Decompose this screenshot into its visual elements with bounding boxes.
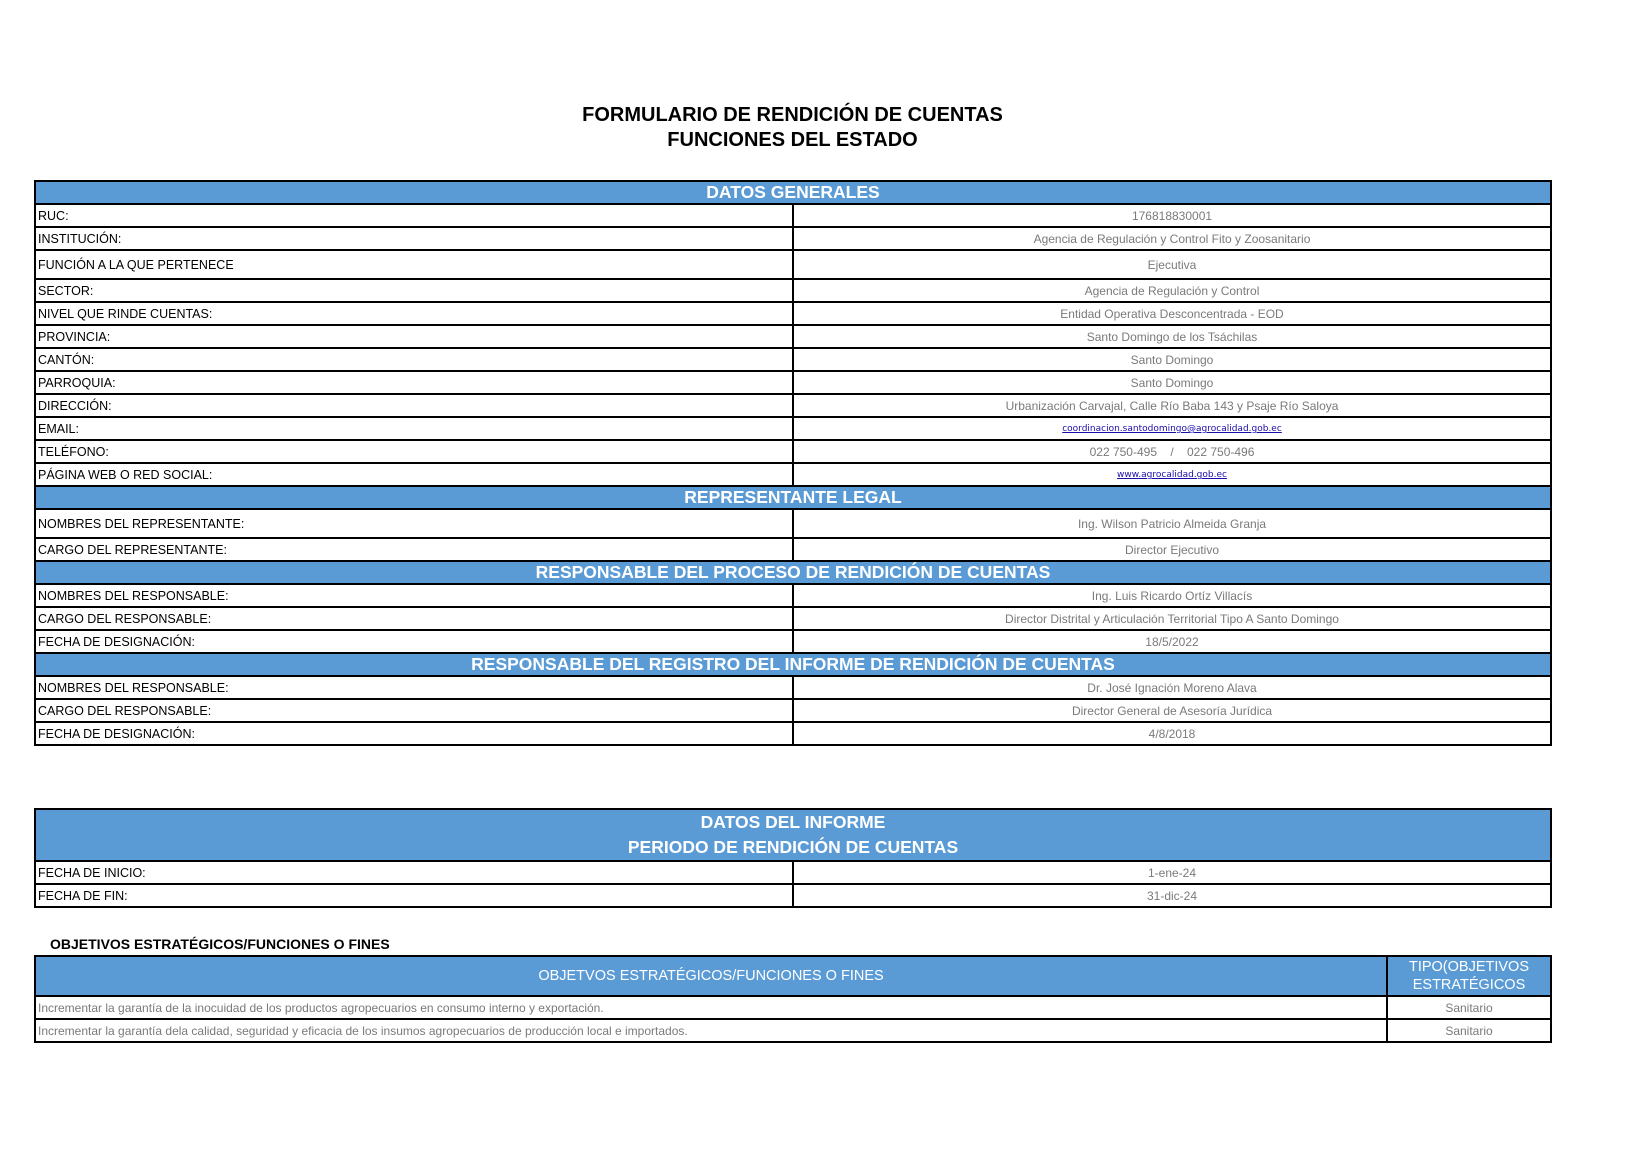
nivel-value: Entidad Operativa Desconcentrada - EOD: [793, 302, 1551, 325]
nombres-responsable-proceso-value: Ing. Luis Ricardo Ortíz Villacís: [793, 584, 1551, 607]
fecha-designacion-registro-value: 4/8/2018: [793, 722, 1551, 745]
fecha-inicio-label: FECHA DE INICIO:: [35, 861, 793, 884]
direccion-value: Urbanización Carvajal, Calle Río Baba 143 y Psaje Río Saloya: [793, 394, 1551, 417]
fecha-inicio-value: 1-ene-24: [793, 861, 1551, 884]
nombres-representante-label: NOMBRES DEL REPRESENTANTE:: [35, 509, 793, 538]
objetivo-tipo: Sanitario: [1387, 1019, 1551, 1042]
objetivo-text: Incrementar la garantía dela calidad, seguridad y eficacia de los insumos agropecuarios de producción local e importados.: [35, 1019, 1387, 1042]
cargo-representante-value: Director Ejecutivo: [793, 538, 1551, 561]
nivel-label: NIVEL QUE RINDE CUENTAS:: [35, 302, 793, 325]
page-title: [0, 103, 1585, 153]
canton-value: Santo Domingo: [793, 348, 1551, 371]
parroquia-label: PARROQUIA:: [35, 371, 793, 394]
objetivo-text: Incrementar la garantía de la inocuidad de los productos agropecuarios en consumo interno y exportación.: [35, 996, 1387, 1019]
parroquia-value: Santo Domingo: [793, 371, 1551, 394]
datos-generales-header: DATOS GENERALES: [35, 181, 1551, 204]
nombres-responsable-registro-label: NOMBRES DEL RESPONSABLE:: [35, 676, 793, 699]
datos-informe-header-line2: PERIODO DE RENDICIÓN DE CUENTAS: [627, 837, 959, 857]
nombres-responsable-proceso-label: NOMBRES DEL RESPONSABLE:: [35, 584, 793, 607]
cargo-responsable-registro-value: Director General de Asesoría Jurídica: [793, 699, 1551, 722]
telefono-label: TELÉFONO:: [35, 440, 793, 463]
cargo-responsable-registro-label: CARGO DEL RESPONSABLE:: [35, 699, 793, 722]
provincia-value: Santo Domingo de los Tsáchilas: [793, 325, 1551, 348]
telefono-value: 022 750-495 / 022 750-496: [793, 440, 1551, 463]
datos-informe-header: [35, 809, 1551, 861]
general-data-table: [34, 180, 1552, 746]
nombres-representante-value: Ing. Wilson Patricio Almeida Granja: [793, 509, 1551, 538]
table-row: [35, 996, 1551, 1019]
provincia-label: PROVINCIA:: [35, 325, 793, 348]
web-label: PÁGINA WEB O RED SOCIAL:: [35, 463, 793, 486]
sector-label: SECTOR:: [35, 279, 793, 302]
ruc-value: 176818830001: [793, 204, 1551, 227]
title-line1: FORMULARIO DE RENDICIÓN DE CUENTAS: [582, 104, 1003, 126]
email-link[interactable]: coordinacion.santodomingo@agrocalidad.gob.ec: [1062, 424, 1282, 434]
direccion-label: DIRECCIÓN:: [35, 394, 793, 417]
sector-value: Agencia de Regulación y Control: [793, 279, 1551, 302]
datos-informe-header-line1: DATOS DEL INFORME: [700, 812, 886, 832]
objetivos-table: [34, 955, 1552, 1043]
institucion-label: INSTITUCIÓN:: [35, 227, 793, 250]
institucion-value: Agencia de Regulación y Control Fito y Zoosanitario: [793, 227, 1551, 250]
responsable-proceso-header: RESPONSABLE DEL PROCESO DE RENDICIÓN DE CUENTAS: [35, 561, 1551, 584]
web-link[interactable]: www.agrocalidad.gob.ec: [1117, 470, 1227, 480]
responsable-registro-header: RESPONSABLE DEL REGISTRO DEL INFORME DE RENDICIÓN DE CUENTAS: [35, 653, 1551, 676]
nombres-responsable-registro-value: Dr. José Ignación Moreno Alava: [793, 676, 1551, 699]
objetivos-col2-header: TIPO(OBJETIVOS ESTRATÉGICOS: [1387, 956, 1551, 996]
cargo-representante-label: CARGO DEL REPRESENTANTE:: [35, 538, 793, 561]
fecha-designacion-proceso-label: FECHA DE DESIGNACIÓN:: [35, 630, 793, 653]
cargo-responsable-proceso-label: CARGO DEL RESPONSABLE:: [35, 607, 793, 630]
funcion-label: FUNCIÓN A LA QUE PERTENECE: [35, 250, 793, 279]
title-line2: FUNCIONES DEL ESTADO: [667, 129, 918, 151]
table-row: [35, 1019, 1551, 1042]
web-cell: [793, 463, 1551, 486]
objetivos-col1-header: OBJETVOS ESTRATÉGICOS/FUNCIONES O FINES: [35, 956, 1387, 996]
objetivo-tipo: Sanitario: [1387, 996, 1551, 1019]
email-cell: [793, 417, 1551, 440]
canton-label: CANTÓN:: [35, 348, 793, 371]
fecha-designacion-proceso-value: 18/5/2022: [793, 630, 1551, 653]
ruc-label: RUC:: [35, 204, 793, 227]
report-period-table: [34, 808, 1552, 908]
fecha-fin-label: FECHA DE FIN:: [35, 884, 793, 907]
funcion-value: Ejecutiva: [793, 250, 1551, 279]
fecha-designacion-registro-label: FECHA DE DESIGNACIÓN:: [35, 722, 793, 745]
email-label: EMAIL:: [35, 417, 793, 440]
fecha-fin-value: 31-dic-24: [793, 884, 1551, 907]
representante-legal-header: REPRESENTANTE LEGAL: [35, 486, 1551, 509]
cargo-responsable-proceso-value: Director Distrital y Articulación Territorial Tipo A Santo Domingo: [793, 607, 1551, 630]
objetivos-section-title: OBJETIVOS ESTRATÉGICOS/FUNCIONES O FINES: [50, 936, 390, 952]
